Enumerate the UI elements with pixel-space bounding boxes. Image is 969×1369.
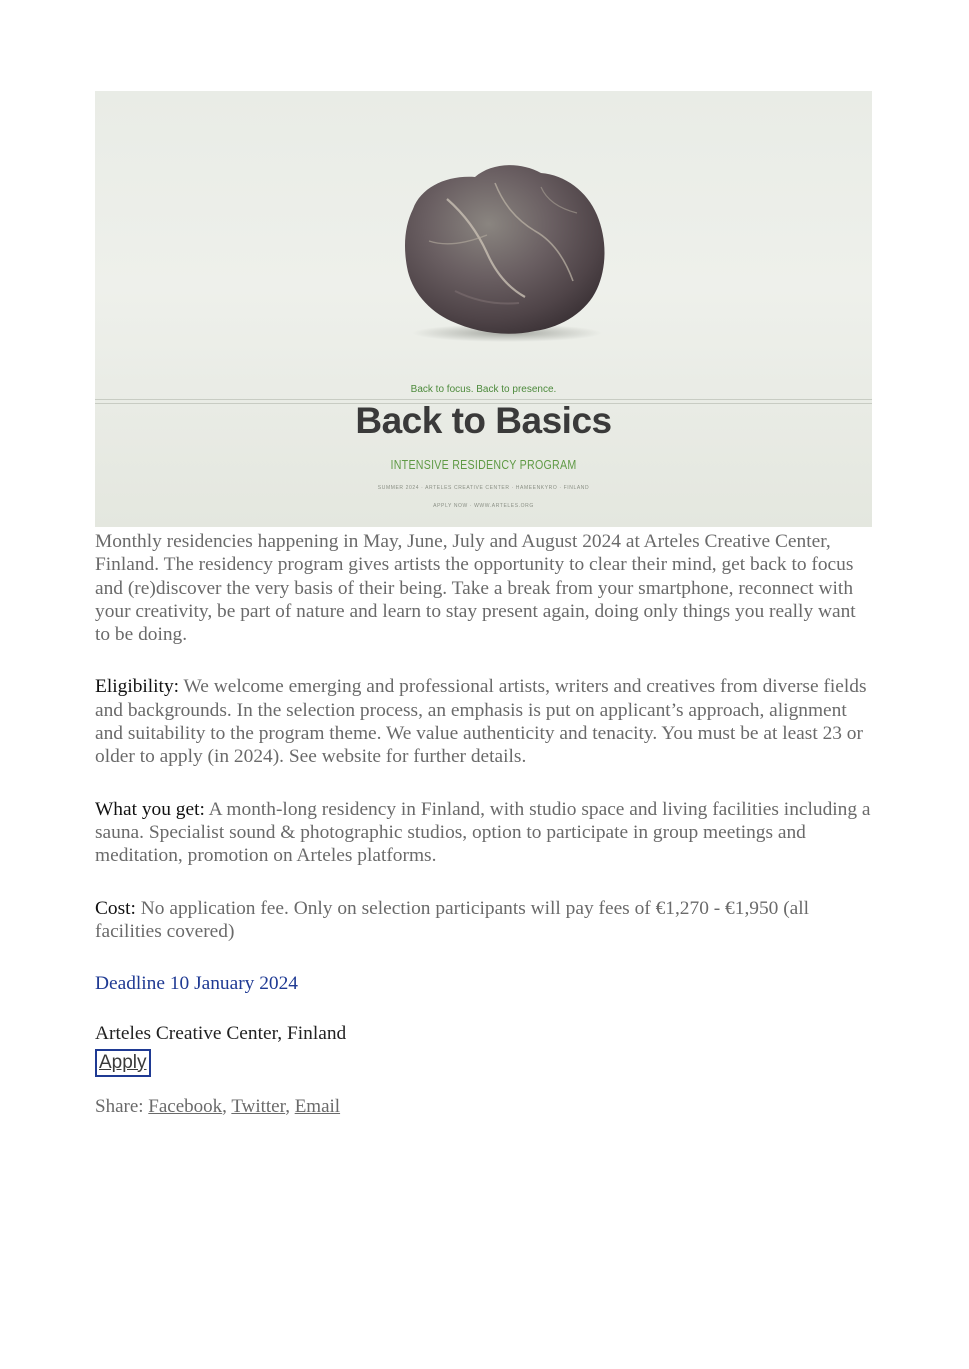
intro-paragraph: Monthly residencies happening in May, June, July and August 2024 at Arteles Creative Center, Finland. The residency program gives artists the opportunity to clear their mind, get back to focus and (re)discover the very basis of their being. Take a break from your smartphone, reconnect with your creativity, be part of nature and learn to stay present again, doing only things you really want to be doing. <box>95 531 856 646</box>
deadline: Deadline 10 January 2024 <box>95 973 299 995</box>
eligibility-text: We welcome emerging and professional artists, writers and creatives from diverse fields and backgrounds. In the selection process, an emphasis is put on applicant’s approach, alignment and suitability to the program theme. We value authenticity and tenacity. You must be at least 23 or older to apply (in 2024). See website for further details. <box>95 676 867 768</box>
hero-fine-print-1: SUMMER 2024 · ARTELES CREATIVE CENTER · HAMEENKYRO · FINLAND <box>377 485 590 491</box>
eligibility-paragraph <box>95 675 872 768</box>
hero-subtitle: INTENSIVE RESIDENCY PROGRAM <box>390 457 577 472</box>
cost-text: No application fee. Only on selection participants will pay fees of €1,270 - €1,950 (all facilities covered) <box>95 897 810 942</box>
listing-content <box>95 91 872 1118</box>
share-label: Share: <box>95 1095 149 1117</box>
apply-button[interactable]: Apply <box>95 1049 151 1077</box>
hero-title: Back to Basics <box>355 400 612 441</box>
what-you-get-text: A month-long residency in Finland, with studio space and living facilities including a sauna. Specialist sound & photographic studios, option to participate in group meetings and meditation, promotion on Arteles platforms. <box>95 798 871 867</box>
share-twitter-link[interactable]: Twitter <box>231 1095 286 1117</box>
what-you-get-paragraph <box>95 798 872 868</box>
cost-label: Cost: <box>95 897 136 919</box>
share-separator: , <box>285 1095 295 1117</box>
hero-image <box>95 91 872 527</box>
hero-tagline: Back to focus. Back to presence. <box>410 384 557 395</box>
share-facebook-link[interactable]: Facebook <box>148 1095 223 1117</box>
rock-illustration <box>95 91 872 397</box>
organization-name: Arteles Creative Center, Finland <box>95 1023 347 1045</box>
share-row <box>95 1095 872 1118</box>
eligibility-label: Eligibility: <box>95 676 180 698</box>
share-separator: , <box>222 1095 232 1117</box>
share-email-link[interactable]: Email <box>294 1095 341 1117</box>
what-you-get-label: What you get: <box>95 798 205 820</box>
hero-fine-print-2: APPLY NOW · WWW.ARTELES.ORG <box>433 503 534 509</box>
cost-paragraph <box>95 897 872 944</box>
